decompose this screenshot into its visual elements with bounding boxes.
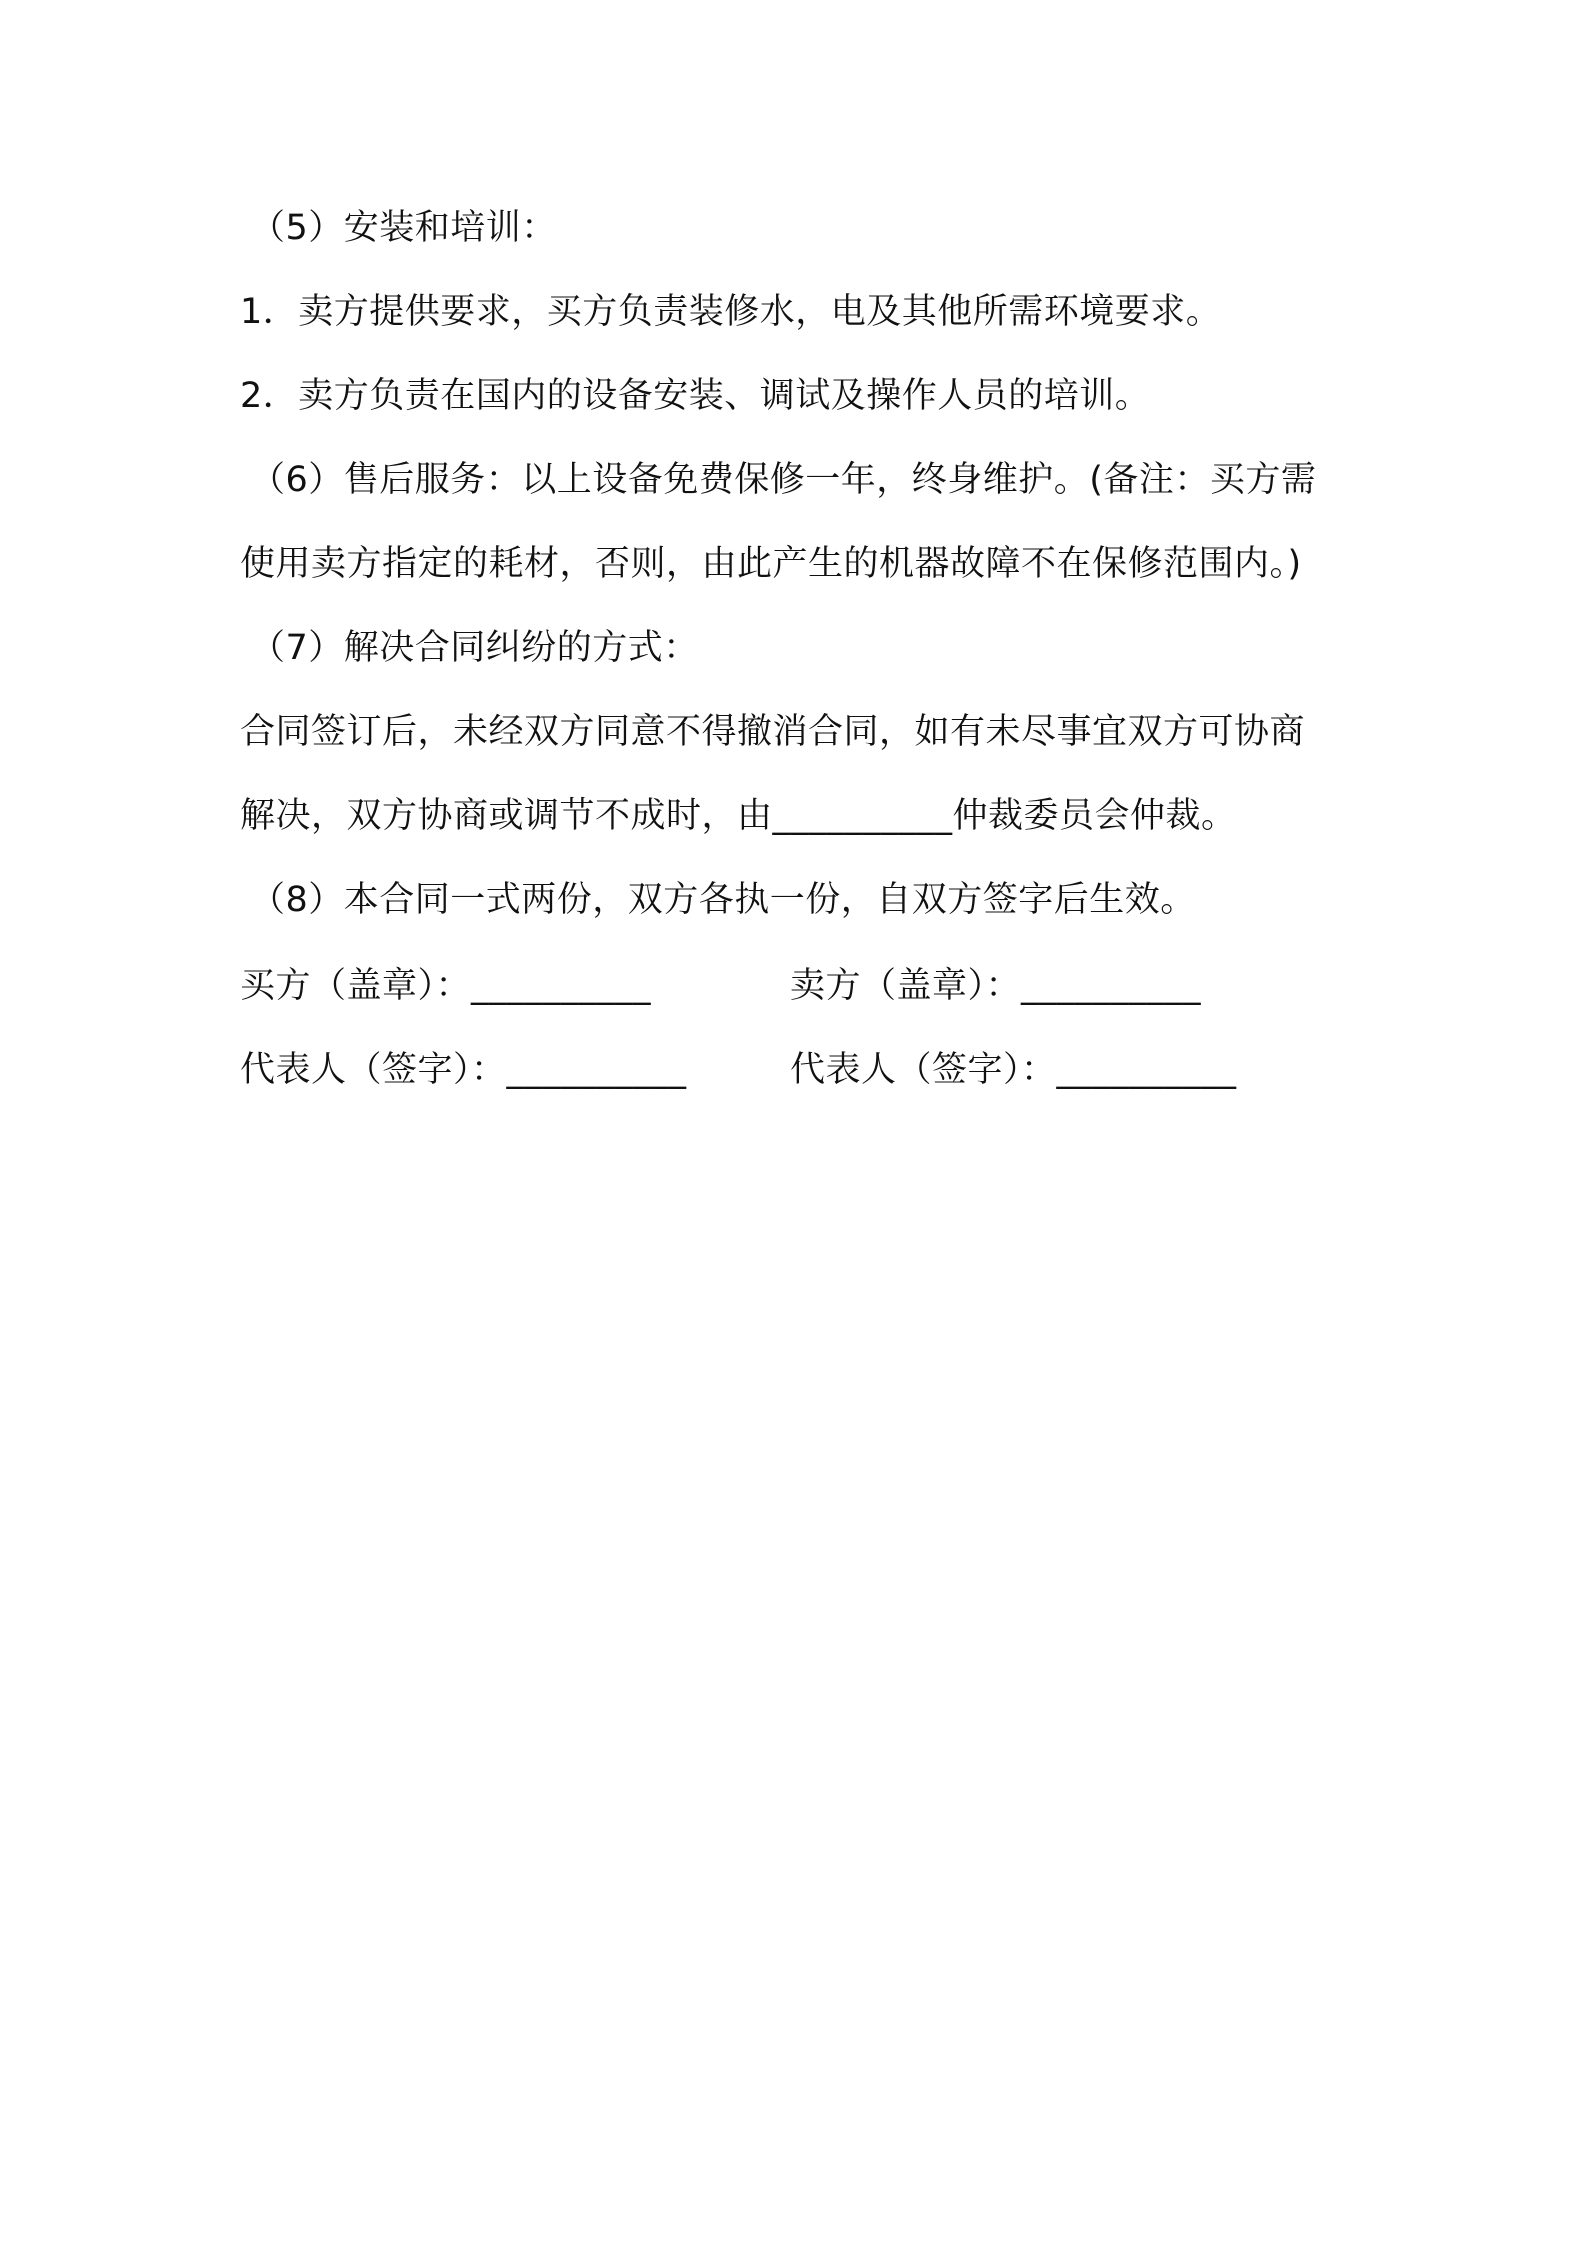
clause-5-2: 2．卖方负责在国内的设备安装、调试及操作人员的培训。 [240, 376, 1151, 416]
section-6-text-line-2: 使用卖方指定的耗材，否则，由此产生的机器故障不在保修范围内。) [240, 544, 1302, 584]
section-7-text-line-2: 解决，双方协商或调节不成时，由__________仲裁委员会仲裁。 [240, 796, 1237, 836]
section-6-text-line-1: （6）售后服务：以上设备免费保修一年，终身维护。(备注：买方需 [250, 460, 1317, 500]
seller-seal-line: 卖方（盖章）：__________ [790, 966, 1202, 1006]
buyer-representative-line: 代表人（签字）：__________ [240, 1050, 687, 1090]
seller-representative-line: 代表人（签字）：__________ [790, 1050, 1237, 1090]
buyer-seal-line: 买方（盖章）：__________ [240, 966, 652, 1006]
section-5-heading: （5）安装和培训： [250, 208, 557, 248]
section-7-heading: （7）解决合同纠纷的方式： [250, 628, 699, 668]
clause-5-1: 1．卖方提供要求，买方负责装修水，电及其他所需环境要求。 [240, 292, 1222, 332]
section-8-text: （8）本合同一式两份，双方各执一份，自双方签字后生效。 [250, 880, 1196, 920]
section-7-text-line-1: 合同签订后，未经双方同意不得撤消合同，如有未尽事宜双方可协商 [240, 712, 1306, 752]
